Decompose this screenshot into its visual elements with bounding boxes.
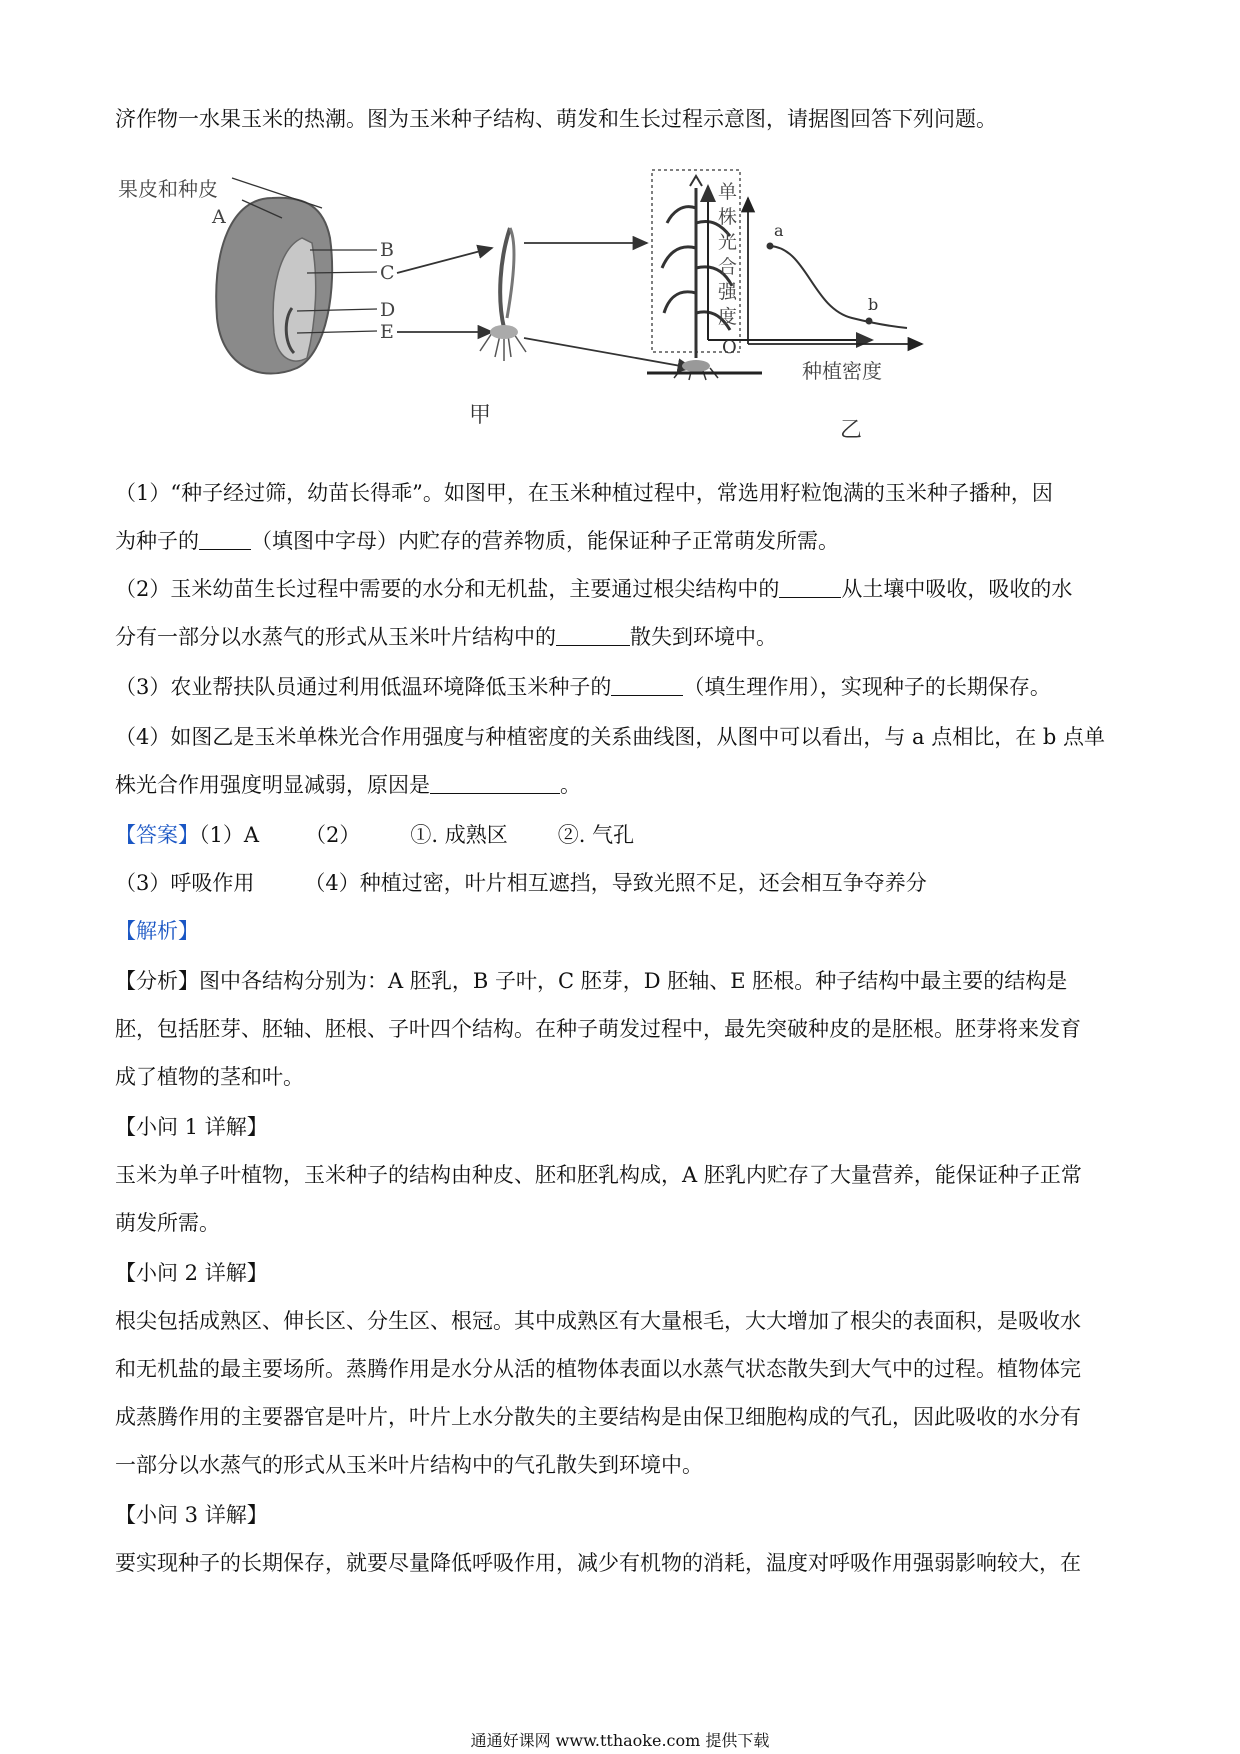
seed-growth-figure: [112, 168, 972, 458]
answer-line1: [115, 820, 634, 850]
q3-line: [115, 672, 1051, 702]
label-E: E: [380, 321, 394, 343]
origin-label: O: [722, 337, 737, 358]
q4-line2b: 。: [560, 773, 581, 797]
q4-blank[interactable]: [430, 773, 560, 794]
q4-line2a: 株光合作用强度明显减弱，原因是: [115, 773, 430, 797]
answer-tag: 【答案】: [115, 823, 199, 847]
label-B: B: [380, 239, 394, 261]
analysis-line2: 胚，包括胚芽、胚轴、胚根、子叶四个结构。在种子萌发过程中，最先突破种皮的是胚根。胚芽将来发育: [115, 1017, 1081, 1041]
sub1-line1: 玉米为单子叶植物，玉米种子的结构由种皮、胚和胚乳构成，A 胚乳内贮存了大量营养，能保证种子正常: [115, 1163, 1082, 1187]
intro-text: 济作物一水果玉米的热潮。图为玉米种子结构、萌发和生长过程示意图，请据图回答下列问题。: [115, 107, 997, 131]
seedling-illustration: [480, 228, 526, 361]
graph-svg: [672, 168, 972, 458]
answer-2: （2）: [305, 823, 361, 847]
q2-blank-1[interactable]: [779, 577, 841, 598]
footer-text: 通通好课网 www.tthaoke.com 提供下载: [470, 1731, 770, 1750]
q1-line2b: （填图中字母）内贮存的营养物质，能保证种子正常萌发所需。: [251, 529, 839, 553]
y-axis-char-4: 合: [718, 256, 738, 278]
answer-3: （3）呼吸作用: [115, 871, 255, 895]
q2-blank-2[interactable]: [556, 625, 630, 646]
point-a-dot: [767, 243, 774, 250]
q1-line2a: 为种子的: [115, 529, 199, 553]
sub1-line2: 萌发所需。: [115, 1211, 220, 1235]
point-b-label: b: [868, 295, 879, 314]
graph-curve: [770, 246, 907, 328]
sub1-title: 【小问 1 详解】: [115, 1115, 268, 1139]
y-axis-char-5: 强: [718, 281, 738, 303]
q4-line2: [115, 770, 581, 800]
figure-jia-caption: 甲: [469, 403, 492, 428]
jiexi-tag: 【解析】: [115, 919, 199, 943]
y-axis-char-1: 单: [718, 181, 738, 203]
q3-a: （3）农业帮扶队员通过利用低温环境降低玉米种子的: [115, 675, 612, 699]
q2-line2: [115, 622, 777, 652]
figure-yi-caption: 乙: [840, 418, 863, 443]
sub3-line1: 要实现种子的长期保存，就要尽量降低呼吸作用，减少有机物的消耗，温度对呼吸作用强弱影响较大，在: [115, 1551, 1081, 1575]
sub3-title: 【小问 3 详解】: [115, 1503, 268, 1527]
label-C: C: [380, 262, 395, 284]
answer-2-2: ②. 气孔: [557, 823, 635, 847]
q1-line2: [115, 526, 839, 556]
answer-line2: [115, 868, 927, 898]
q2-line2b: 散失到环境中。: [630, 625, 777, 649]
analysis-line3: 成了植物的茎和叶。: [115, 1065, 304, 1089]
q1-blank[interactable]: [199, 529, 251, 550]
sub2-line2: 和无机盐的最主要场所。蒸腾作用是水分从活的植物体表面以水蒸气状态散失到大气中的过程。植物体完: [115, 1357, 1081, 1381]
point-a-label: a: [774, 221, 784, 240]
q3-blank[interactable]: [611, 675, 683, 696]
q2-line1: [115, 574, 1072, 604]
analysis-line1: 【分析】图中各结构分别为：A 胚乳，B 子叶，C 胚芽，D 胚轴、E 胚根。种子结构中最主要的结构是: [115, 969, 1068, 993]
arrow-to-seedling: [397, 248, 492, 273]
corn-seed-illustration: [216, 178, 377, 374]
answer-4: （4）种植过密，叶片相互遮挡，导致光照不足，还会相互争夺养分: [304, 871, 927, 895]
q2-line1b: 从土壤中吸收，吸收的水: [841, 577, 1073, 601]
y-axis-char-6: 度: [718, 306, 738, 328]
sub2-line1: 根尖包括成熟区、伸长区、分生区、根冠。其中成熟区有大量根毛，大大增加了根尖的表面积，是吸收水: [115, 1309, 1081, 1333]
q3-b: （填生理作用），实现种子的长期保存。: [683, 675, 1051, 699]
answer-2-1: ①. 成熟区: [410, 823, 508, 847]
sub2-line3: 成蒸腾作用的主要器官是叶片，叶片上水分散失的主要结构是由保卫细胞构成的气孔，因此吸收的水分有: [115, 1405, 1081, 1429]
point-b-dot: [866, 318, 873, 325]
label-A: A: [212, 206, 226, 228]
y-axis-char-3: 光: [718, 231, 738, 253]
answer-1: （1）A: [199, 823, 260, 847]
y-axis-char-2: 株: [718, 206, 738, 228]
label-D: D: [380, 299, 396, 321]
q1-line1: （1）“种子经过筛，幼苗长得乖”。如图甲，在玉米种植过程中，常选用籽粒饱满的玉米种子播种，因: [115, 481, 1053, 505]
q2-line1a: （2）玉米幼苗生长过程中需要的水分和无机盐，主要通过根尖结构中的: [115, 577, 780, 601]
sub2-title: 【小问 2 详解】: [115, 1261, 268, 1285]
sub2-line4: 一部分以水蒸气的形式从玉米叶片结构中的气孔散失到环境中。: [115, 1453, 703, 1477]
x-axis-label: 种植密度: [802, 359, 882, 383]
q2-line2a: 分有一部分以水蒸气的形式从玉米叶片结构中的: [115, 625, 556, 649]
label-pericarp: 果皮和种皮: [118, 177, 218, 201]
q4-line1: （4）如图乙是玉米单株光合作用强度与种植密度的关系曲线图，从图中可以看出，与 a 点相比，在 b 点单: [115, 725, 1106, 749]
arrow-to-plant-base: [524, 338, 692, 368]
